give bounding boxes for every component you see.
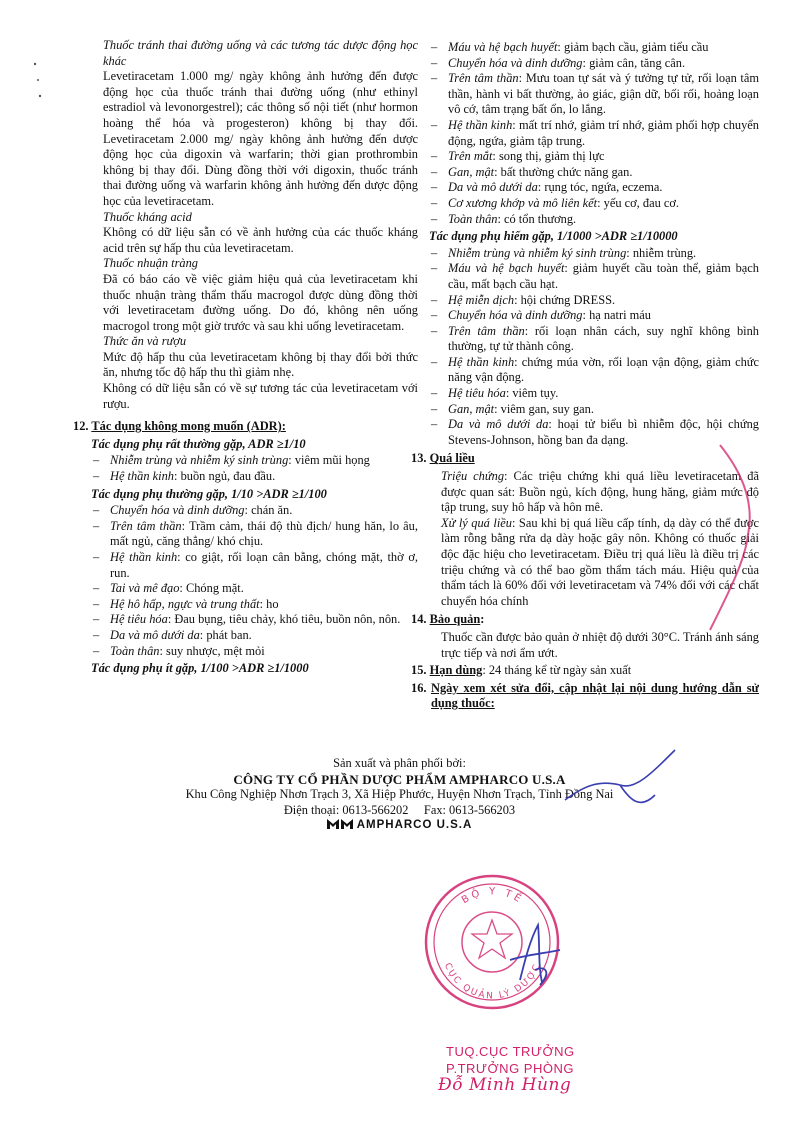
review-section-title: Ngày xem xét sửa đổi, cập nhật lại nội dung hướng dẫn sử dụng thuốc: (431, 680, 759, 711)
adr-list-item: – Da và mô dưới da: hoại tử biểu bì nhiễm độc, hội chứng Stevens-Johnson, hồng ban đa dạng. (429, 417, 759, 448)
adr-effects: chán ăn. (251, 503, 293, 518)
adr-organ-system: Hệ thần kinh (448, 354, 515, 369)
adr-list-item: – Hệ thần kinh: mất trí nhớ, giảm trí nhớ, giảm phối hợp chuyển động, ngứa, giảm tập trung. (429, 118, 759, 149)
adr-organ-system: Nhiễm trùng và nhiễm ký sinh trùng (448, 245, 627, 260)
adr-organ-system: Hệ hô hấp, ngực và trung thất (110, 596, 260, 611)
adr-organ-system: Nhiễm trùng và nhiễm ký sinh trùng (110, 453, 289, 468)
adr-list-item: – Hệ thần kinh: chứng múa vờn, rối loạn vận động, giảm chức năng vận động. (429, 355, 759, 386)
adr-list-item: – Nhiễm trùng và nhiễm ký sinh trùng: nhiễm trùng. (429, 246, 759, 262)
storage-text: Thuốc cần được bảo quản ở nhiệt độ dưới 30°C. Tránh ánh sáng trực tiếp và nơi ẩm ướt. (441, 629, 759, 660)
adr-list-item: – Tai và mê đạo: Chóng mặt. (91, 581, 418, 597)
adr-effects: phát ban. (206, 627, 252, 642)
adr-effects: viêm mũi họng (294, 453, 370, 468)
very-common-heading: Tác dụng phụ rất thường gặp, ADR ≥1/10 (91, 436, 306, 451)
adr-organ-system: Toàn thân (448, 211, 498, 226)
company-phone-fax: Điện thoại: 0613-566202 Fax: 0613-566203 (283, 802, 516, 817)
adr-organ-system: Trên tâm thần (448, 71, 519, 86)
review-section-number: 16. (411, 680, 427, 695)
adr-organ-system: Trên tâm thần (110, 518, 182, 533)
adr-organ-system: Hệ thần kinh (448, 117, 513, 132)
adr-organ-system: Hệ miễn dịch (448, 292, 515, 307)
adr-list-item: – Hệ thần kinh: co giật, rối loạn cân bằng, chóng mặt, thờ ơ, run. (91, 550, 418, 581)
overdose-treatment: Xử lý quá liều: Sau khi bị quá liều cấp tính, dạ dày có thể được làm rỗng bằng rửa dạ dày hoặc gây nôn. Không có thuốc giải độc đặc hiệu cho levetiracetam. Điều trị quá liều là điều trị các triệu chứng và có thể bao gồm thẩm tách máu. Hiệu quả của thẩm tách là 60% đối với levetiracetam và 74% đối với các chất chuyển hóa chính (441, 515, 759, 608)
adr-list-item: – Trên tâm thần: Trầm cảm, thái độ thù địch/ hung hăn, lo âu, mất ngủ, căng thẳng/ khó chịu. (91, 519, 418, 550)
very-common-list (91, 453, 418, 484)
adr-effects: có tổn thương. (504, 211, 577, 226)
review-section-heading (411, 681, 759, 712)
storage-section-number: 14. (411, 612, 427, 627)
adr-organ-system: Máu và hệ bạch huyết (448, 40, 558, 54)
common-heading: Tác dụng phụ thường gặp, 1/10 >ADR ≥1/100 (91, 486, 327, 501)
signatory-line-1: TUQ.CỤC TRƯỞNG (446, 1044, 575, 1059)
adr-organ-system: Gan, mật (448, 164, 495, 179)
treatment-label: Xử lý quá liều (441, 515, 512, 530)
antacid-text: Không có dữ liệu sẵn có về ảnh hưởng của các thuốc kháng acid trên sự hấp thu của levetiracetam. (103, 225, 418, 255)
adr-organ-system: Cơ xương khớp và mô liên kết (448, 195, 598, 210)
adr-organ-system: Hệ thần kinh (110, 469, 175, 484)
adr-list-item: – Hệ hô hấp, ngực và trung thất: ho (91, 597, 418, 613)
adr-effects: mất trí nhớ, giảm trí nhớ, giảm phối hợp chuyển động, ngứa, giảm tập trung. (448, 117, 759, 148)
rare-list (429, 246, 759, 449)
adr-list-item: – Hệ tiêu hóa: Đau bụng, tiêu chảy, khó tiêu, buồn nôn, nôn. (91, 612, 418, 628)
adr-list-item: – Hệ thần kinh: buồn ngủ, đau đầu. (91, 469, 418, 485)
adr-effects: giảm cân, tăng cân. (589, 55, 686, 70)
adr-list-item: – Máu và hệ bạch huyết: giảm bạch cầu, giảm tiểu cầu (429, 40, 759, 56)
adr-list-item: – Chuyển hóa và dinh dưỡng: hạ natri máu (429, 308, 759, 324)
adr-organ-system: Trên mắt (448, 149, 493, 164)
adr-list-item: – Chuyển hóa và dinh dưỡng: chán ăn. (91, 503, 418, 519)
adr-organ-system: Hệ thần kinh (110, 550, 178, 564)
adr-list-item: – Da và mô dưới da: phát ban. (91, 628, 418, 644)
adr-effects: ho (266, 596, 279, 611)
adr-effects: buồn ngủ, đau đầu. (180, 469, 276, 484)
adr-effects: giảm huyết cầu toàn thể, giảm bạch cầu, mất bạch cầu hạt. (448, 261, 759, 291)
symptoms-text: Các triệu chứng khi quá liều levetiracetam đã được quan sát: Buồn ngủ, kích động, hung hăng, giảm mức độ tập trung, suy hô hấp và hôn mê. (441, 469, 759, 515)
adr-list-item: – Cơ xương khớp và mô liên kết: yếu cơ, đau cơ. (429, 196, 759, 212)
adr-organ-system: Da và mô dưới da (448, 180, 538, 195)
treatment-text: Sau khi bị quá liều cấp tính, dạ dày có thể được làm rỗng bằng rửa dạ dày hoặc gây nôn. Không có thuốc giải độc đặc hiệu cho levetiracetam. Điều trị quá liều là điều trị các triệu chứng và có thể bao gồm thẩm tách máu. Hiệu quả của thẩm tách là 60% đối với levetiracetam và 74% đối với các chất chuyển hóa chính (441, 515, 759, 608)
adr-effects: yếu cơ, đau cơ. (603, 195, 680, 210)
adr-effects: rụng tóc, ngứa, eczema. (544, 180, 663, 195)
adr-list-item: – Chuyển hóa và dinh dưỡng: giảm cân, tăng cân. (429, 56, 759, 72)
alcohol-text: Không có dữ liệu sẵn có về sự tương tác của levetiracetam với rượu. (103, 381, 418, 411)
adr-organ-system: Chuyển hóa và dinh dưỡng (110, 503, 245, 518)
overdose-symptoms: Triệu chứng: Các triệu chứng khi quá liều levetiracetam đã được quan sát: Buồn ngủ, kích động, hung hăng, giảm mức độ tập trung, suy hô hấp và hôn mê. (441, 469, 759, 515)
adr-list-item: – Máu và hệ bạch huyết: giảm huyết cầu toàn thể, giảm bạch cầu, mất bạch cầu hạt. (429, 261, 759, 292)
adr-effects: bất thường chức năng gan. (500, 164, 633, 179)
stamp-top-text: BỘ Y TẾ (459, 886, 526, 907)
adr-organ-system: Trên tâm thần (448, 323, 525, 338)
adr-effects: Đau bụng, tiêu chảy, khó tiêu, buồn nôn, nôn. (174, 612, 401, 627)
adr-effects: Mưu toan tự sát và ý tưởng tự tử, rối loạn tâm thần, hành vi bất thường, ảo giác, giận dữ, bối rối, hoảng loạn vô cớ, tâm trạng bất ổn, lo lắng. (448, 71, 759, 117)
adr-effects: Chóng mặt. (185, 581, 244, 596)
adr-effects: Trầm cảm, thái độ thù địch/ hung hăn, lo âu, mất ngủ, căng thẳng/ khó chịu. (110, 518, 418, 549)
adr-effects: song thị, giảm thị lực (498, 149, 605, 164)
food-text: Mức độ hấp thu của levetiracetam không bị thay đổi bởi thức ăn, nhưng tốc độ hấp thu thì giảm nhẹ. (103, 349, 418, 380)
adr-section-number: 12. (73, 419, 89, 434)
produced-by-label: Sản xuất và phân phối bởi: (333, 756, 466, 770)
adr-effects: viêm tụy. (512, 386, 559, 401)
uncommon-heading: Tác dụng phụ ít gặp, 1/100 >ADR ≥1/1000 (91, 661, 309, 676)
logo-text: AMPHARCO U.S.A (356, 819, 473, 832)
symptoms-label: Triệu chứng (441, 469, 505, 484)
adr-effects: suy nhược, mệt mỏi (166, 643, 265, 658)
laxative-text: Đã có báo cáo về việc giảm hiệu quả của levetiracetam khi thuốc nhuận tràng thẩm thấu macrogol được dùng đồng thời với levetiracetam đường uống. Do đó, không nên uống macrogol trong một giờ trước và sau khi uống levetiracetam. (103, 271, 418, 333)
adr-organ-system: Máu và hệ bạch huyết (448, 261, 565, 276)
adr-effects: hội chứng DRESS. (520, 292, 616, 307)
adr-effects: viêm gan, suy gan. (500, 401, 594, 416)
adr-list-item: – Toàn thân: có tổn thương. (429, 212, 759, 228)
laxative-heading: Thuốc nhuận tràng (103, 256, 198, 271)
adr-list-item: – Trên tâm thần: rối loạn nhân cách, suy nghĩ không bình thường, tự tử thành công. (429, 324, 759, 355)
storage-section-heading: 14. Bảo quản: (411, 612, 485, 627)
stamp-bottom-text: CỤC QUẢN LÝ DƯỢC (441, 961, 544, 1002)
adr-section-heading (73, 419, 418, 435)
adr-list-item: – Da và mô dưới da: rụng tóc, ngứa, eczema. (429, 180, 759, 196)
adr-list-item: – Trên mắt: song thị, giảm thị lực (429, 149, 759, 165)
overdose-section-title: Quá liều (429, 451, 475, 466)
adr-effects: hạ natri máu (589, 308, 651, 323)
adr-section-title: Tác dụng không mong muốn (ADR): (91, 419, 286, 434)
common-list (91, 503, 418, 659)
signatory-block (438, 1043, 575, 1095)
adr-organ-system: Da và mô dưới da (448, 417, 549, 432)
company-address: Khu Công Nghiệp Nhơn Trạch 3, Xã Hiệp Phước, Huyện Nhơn Trạch, Tỉnh Đồng Nai (185, 787, 614, 802)
expiry-text: 24 tháng kể từ ngày sản xuất (488, 663, 632, 678)
adr-effects: co giật, rối loạn cân bằng, chóng mặt, thờ ơ, run. (110, 550, 418, 580)
adr-organ-system: Toàn thân (110, 643, 160, 658)
antacid-heading: Thuốc kháng acid (103, 209, 192, 224)
adr-effects: hoại tử biểu bì nhiễm độc, hội chứng Stevens-Johnson, hồng ban đa dạng. (448, 417, 759, 447)
adr-organ-system: Chuyển hóa và dinh dưỡng (448, 308, 583, 323)
food-alcohol-heading: Thức ăn và rượu (103, 334, 187, 349)
overdose-section-number: 13. (411, 451, 427, 466)
adr-list-item: – Gan, mật: bất thường chức năng gan. (429, 165, 759, 181)
storage-section-title: Bảo quản (429, 612, 481, 627)
expiry-section-number: 15. (411, 663, 427, 678)
logo-mark-icon (327, 819, 353, 829)
red-pen-mark (700, 440, 760, 640)
oral-contraceptive-text: Levetiracetam 1.000 mg/ ngày không ảnh hưởng đến được động học của thuốc tránh thai đường uống (như ethinyl estradiol và levonorgestrel); các thông số nội tiết (như hormon hoàng thể hóa và progesteron) không bị thay đổi. Levetiracetam 2.000 mg/ ngày không ảnh hưởng đến dược động học của digoxin và warfarin; thời gian prothrombin không bị thay đổi. Dùng đồng thời với digoxin, thuốc tránh thai đường uống và warfarin không ảnh hưởng đến dược động học của levetiracetam. (103, 69, 418, 208)
adr-effects: chứng múa vờn, rối loạn vận động, giảm chức năng vận động. (448, 354, 759, 385)
adr-organ-system: Gan, mật (448, 401, 495, 416)
adr-list-item: – Trên tâm thần: Mưu toan tự sát và ý tưởng tự tử, rối loạn tâm thần, hành vi bất thường, ảo giác, giận dữ, bối rối, hoảng loạn vô cớ, tâm trạng bất ổn, lo lắng. (429, 71, 759, 118)
signatory-name: Đỗ Minh Hùng (438, 1075, 572, 1095)
adr-list-item: – Gan, mật: viêm gan, suy gan. (429, 402, 759, 418)
oral-contraceptive-heading: Thuốc tránh thai đường uống và các tương tác dược động học khác (103, 38, 418, 68)
handwritten-signature (480, 910, 600, 1000)
company-signature-stroke (560, 745, 680, 815)
signatory-line-2: P.TRƯỞNG PHÒNG (446, 1061, 574, 1076)
adr-list-item: – Nhiễm trùng và nhiễm ký sinh trùng: viêm mũi họng (91, 453, 418, 469)
adr-organ-system: Hệ tiêu hóa (448, 386, 506, 401)
uncommon-list (429, 40, 759, 227)
rare-heading: Tác dụng phụ hiếm gặp, 1/1000 >ADR ≥1/10000 (429, 229, 678, 244)
adr-organ-system: Chuyển hóa và dinh dưỡng (448, 55, 583, 70)
company-name: CÔNG TY CỔ PHẦN DƯỢC PHẨM AMPHARCO U.S.A (233, 771, 566, 787)
adr-list-item: – Hệ miễn dịch: hội chứng DRESS. (429, 293, 759, 309)
adr-organ-system: Tai và mê đạo (110, 581, 180, 596)
adr-organ-system: Hệ tiêu hóa (110, 612, 168, 627)
company-logo (0, 818, 799, 834)
adr-effects: giảm bạch cầu, giảm tiểu cầu (563, 40, 709, 54)
adr-effects: rối loạn nhân cách, suy nghĩ không bình thường, tự tử thành công. (448, 323, 759, 354)
expiry-section: 15. Hạn dùng: 24 tháng kể từ ngày sản xuất (411, 663, 632, 678)
expiry-section-title: Hạn dùng (429, 663, 483, 678)
adr-list-item: – Hệ tiêu hóa: viêm tụy. (429, 386, 759, 402)
adr-list-item: – Toàn thân: suy nhược, mệt mỏi (91, 644, 418, 660)
adr-effects: nhiễm trùng. (632, 245, 697, 260)
left-column (73, 38, 418, 678)
adr-organ-system: Da và mô dưới da (110, 627, 200, 642)
scan-dots (0, 60, 50, 160)
